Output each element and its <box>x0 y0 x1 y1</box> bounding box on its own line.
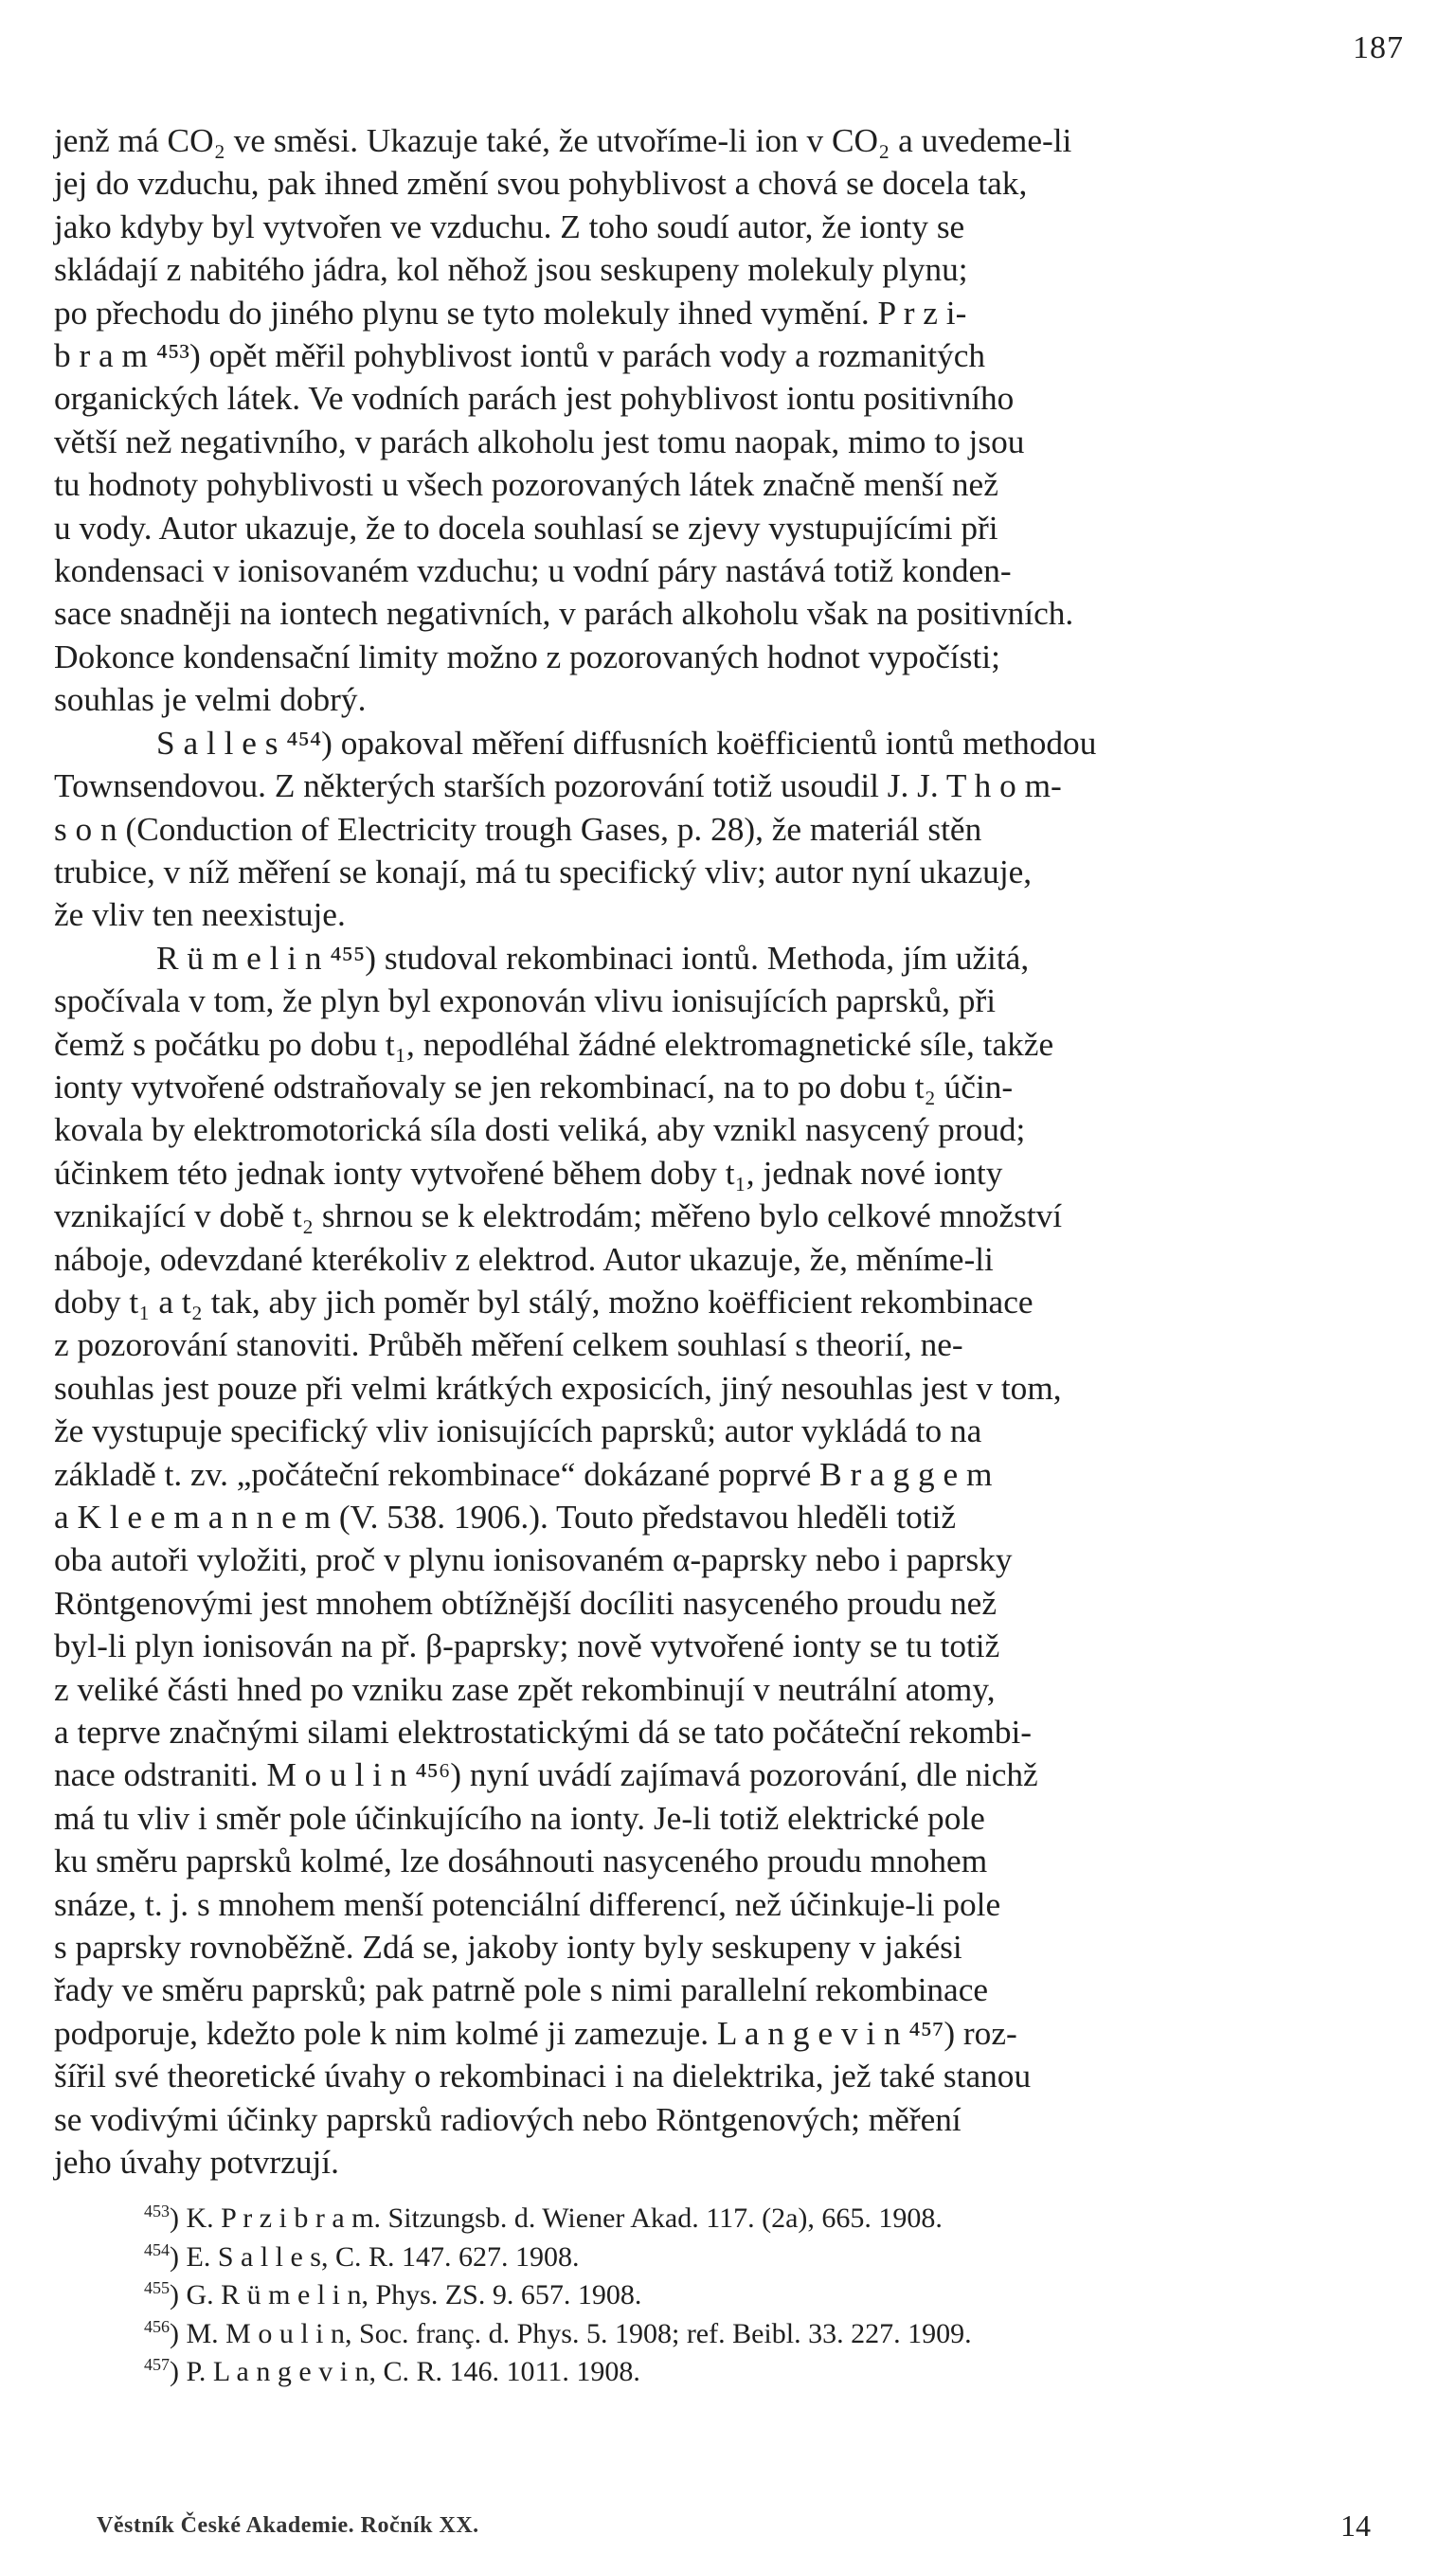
footnote-number: 454 <box>144 2239 170 2259</box>
page-number: 187 <box>1353 30 1404 65</box>
footnote-text: ) E. S a l l e s, C. R. 147. 627. 1908. <box>170 2240 580 2273</box>
footnote-text: ) M. M o u l i n, Soc. franç. d. Phys. 5. 1908; ref. Beibl. 33. 227. 1909. <box>170 2317 972 2349</box>
footnote-454 <box>144 2235 1404 2274</box>
footnote-number: 456 <box>144 2316 170 2336</box>
paragraph-rumelin: R ü m e l i n ⁴⁵⁵) studoval rekombinaci iontů. Methoda, jím užitá, spočívala v tom, že plyn byl exponován vlivu ionisujících paprsků, při čemž s počátku po dobu t₁, nepodléhal žádné elektromagnetické síle, takže ionty vytvořené odstraňovaly se jen rekombinací, na to po dobu t₂ účin- kovala by elektromotorická síla dosti veliká, aby vznikl nasycený proud; účinkem této jednak ionty vytvořené během doby t₁, jednak nové ionty vznikající v době t₂ shrnou se k elektrodám; měřeno bylo celkové množství náboje, odevzdané kterékoliv z elektrod. Autor ukazuje, že, měníme-li doby t₁ a t₂ tak, aby jich poměr byl stálý, možno koëfficient rekombinace z pozorování stanoviti. Průběh měření celkem souhlasí s theorií, ne- souhlas jest pouze při velmi krátkých exposicích, jiný nesouhlas jest v tom, že vystupuje specifický vliv ionisujících paprsků; autor vykládá to na základě t. zv. „počáteční rekombinace“ dokázané poprvé B r a g g e m a K l e e m a n n e m (V. 538. 1906.). Touto představou hleděli totiž oba autoři vyložiti, proč v plynu ionisovaném α-paprsky nebo i paprsky Röntgenovými jest mnohem obtížnější docíliti nasyceného proudu než byl-li plyn ionisován na př. β-paprsky; nově vytvořené ionty se tu totiž z veliké části hned po vzniku zase zpět rekombinují v neutrální atomy, a teprve značnými silami elektrostatickými dá se tato počáteční rekombi- nace odstraniti. M o u l i n ⁴⁵⁶) nyní uvádí zajímavá pozorování, dle nichž má tu vliv i směr pole účinkujícího na ionty. Je-li totiž elektrické pole ku směru paprsků kolmé, lze dosáhnouti nasyceného proudu mnohem snáze, t. j. s mnohem menší potenciální differencí, než účinkuje-li pole s paprsky rovnoběžně. Zdá se, jakoby ionty byly seskupeny v jakési řady ve směru paprsků; pak patrně pole s nimi parallelní rekombinace podporuje, kdežto pole k nim kolmé ji zamezuje. L a n g e v i n ⁴⁵⁷) roz- šířil své theoretické úvahy o rekombinaci i na dielektrika, jež také stanou se vodivými účinky paprsků radiových nebo Röntgenových; měření jeho úvahy potvrzují. <box>54 939 1063 2182</box>
sheet-number: 14 <box>1340 2508 1371 2543</box>
footnote-number: 455 <box>144 2278 170 2297</box>
footnote-455 <box>144 2273 1404 2311</box>
paragraph-ions: jenž má CO₂ ve směsi. Ukazuje také, že utvoříme-li ion v CO₂ a uvedeme-li jej do vzduchu, pak ihned změní svou pohyblivost a chová se docela tak, jako kdyby byl vytvořen ve vzduchu. Z toho soudí autor, že ionty se skládají z nabitého jádra, kol něhož jsou seskupeny molekuly plynu; po přechodu do jiného plynu se tyto molekuly ihned vymění. P r z i- b r a m ⁴⁵³) opět měřil pohyblivost iontů v parách vody a rozmanitých organických látek. Ve vodních parách jest pohyblivost iontu positivního větší než negativního, v parách alkoholu jest tomu naopak, mimo to jsou tu hodnoty pohyblivosti u všech pozorovaných látek značně menší než u vody. Autor ukazuje, že to docela souhlasí se zjevy vystupujícími při kondensaci v ionisovaném vzduchu; u vodní páry nastává totiž konden- sace snadněji na iontech negativních, v parách alkoholu však na positivních. Dokonce kondensační limity možno z pozorovaných hodnot vypočísti; souhlas je velmi dobrý. <box>54 122 1074 719</box>
footnote-456 <box>144 2311 1404 2350</box>
footnote-text: ) K. P r z i b r a m. Sitzungsb. d. Wiener Akad. 117. (2a), 665. 1908. <box>170 2202 943 2234</box>
footnote-text: ) G. R ü m e l i n, Phys. ZS. 9. 657. 1908. <box>170 2279 642 2310</box>
footnotes <box>144 2196 1404 2388</box>
paragraph-salles: S a l l e s ⁴⁵⁴) opakoval měření diffusních koëfficientů iontů methodou Townsendovou. Z některých starších pozorování totiž usoudil J. J. T h o m- s o n (Conduction of Electricity trough Gases, p. 28), že materiál stěn trubice, v níž měření se konají, má tu specifický vliv; autor nyní ukazuje, že vliv ten neexistuje. <box>54 724 1097 934</box>
body-text <box>54 119 1411 2184</box>
footnote-text: ) P. L a n g e v i n, C. R. 146. 1011. 1908. <box>170 2356 640 2387</box>
footnote-453 <box>144 2196 1404 2235</box>
journal-signature: Věstník České Akademie. Ročník XX. <box>97 2513 479 2538</box>
footnote-number: 457 <box>144 2355 170 2374</box>
footnote-number: 453 <box>144 2202 170 2220</box>
footnote-457 <box>144 2349 1404 2388</box>
